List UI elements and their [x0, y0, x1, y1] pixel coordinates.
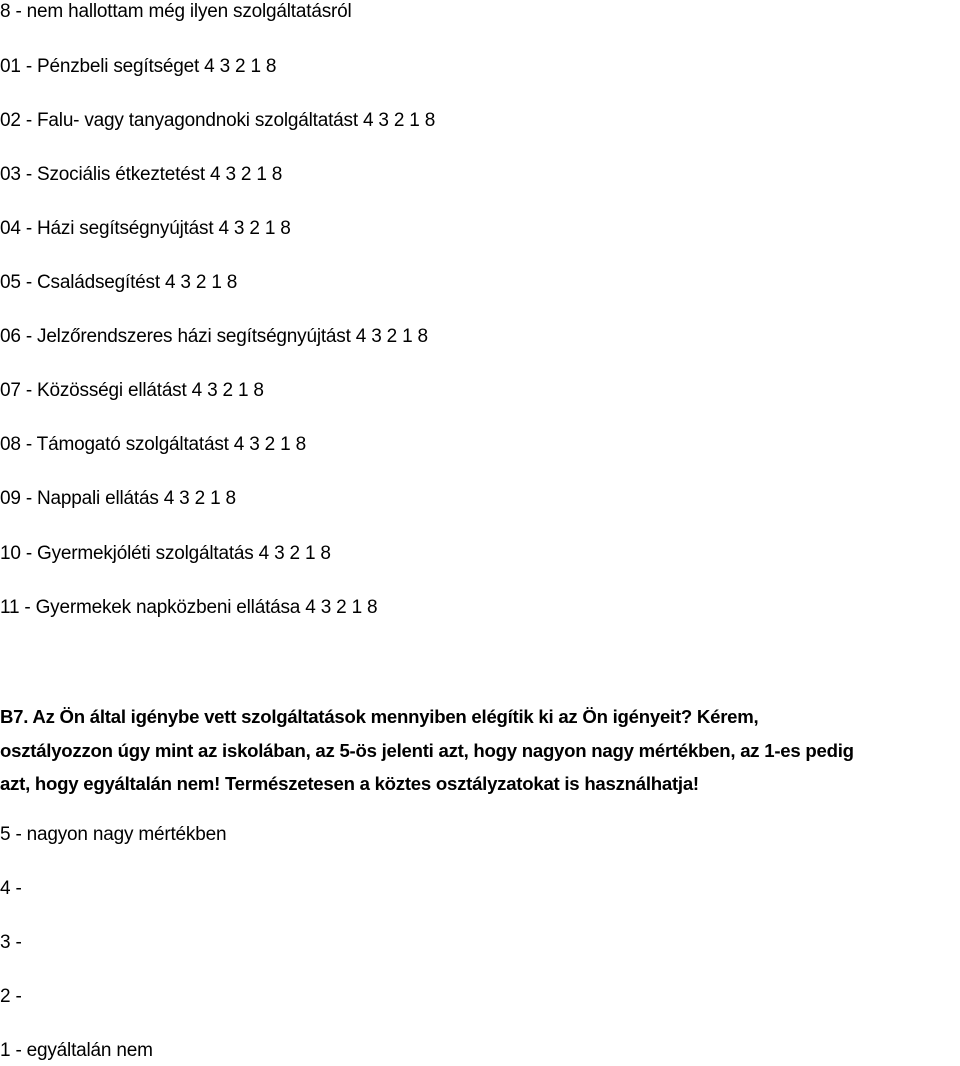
list-item: 08 - Támogató szolgáltatást 4 3 2 1 8: [0, 434, 306, 455]
question-line: osztályozzon úgy mint az iskolában, az 5-ös jelenti azt, hogy nagyon nagy mértékben, az 1-es pedig: [0, 739, 854, 761]
question-b7: [0, 700, 960, 801]
header-line: 8 - nem hallottam még ilyen szolgáltatásról: [0, 1, 352, 22]
scale-item: 3 -: [0, 932, 22, 953]
list-item: 04 - Házi segítségnyújtást 4 3 2 1 8: [0, 218, 291, 239]
scale-item: 4 -: [0, 878, 22, 899]
list-item: 09 - Nappali ellátás 4 3 2 1 8: [0, 488, 236, 509]
list-item: 05 - Családsegítést 4 3 2 1 8: [0, 272, 238, 293]
list-item: 10 - Gyermekjóléti szolgáltatás 4 3 2 1 8: [0, 543, 331, 564]
list-item: 06 - Jelzőrendszeres házi segítségnyújtást 4 3 2 1 8: [0, 326, 428, 347]
question-line: B7. Az Ön által igénybe vett szolgáltatások mennyiben elégítik ki az Ön igényeit? Kérem,: [0, 706, 759, 727]
scale-item: 5 - nagyon nagy mértékben: [0, 824, 227, 845]
list-item: 01 - Pénzbeli segítséget 4 3 2 1 8: [0, 56, 277, 77]
list-item: 11 - Gyermekek napközbeni ellátása 4 3 2 1 8: [0, 597, 378, 618]
list-item: 02 - Falu- vagy tanyagondnoki szolgáltatást 4 3 2 1 8: [0, 110, 436, 131]
scale-item: 1 - egyáltalán nem: [0, 1040, 153, 1061]
list-item: 07 - Közösségi ellátást 4 3 2 1 8: [0, 380, 264, 401]
scale-item: 2 -: [0, 986, 22, 1007]
list-item: 03 - Szociális étkeztetést 4 3 2 1 8: [0, 164, 283, 185]
question-line: azt, hogy egyáltalán nem! Természetesen a köztes osztályzatokat is használhatja!: [0, 773, 699, 794]
